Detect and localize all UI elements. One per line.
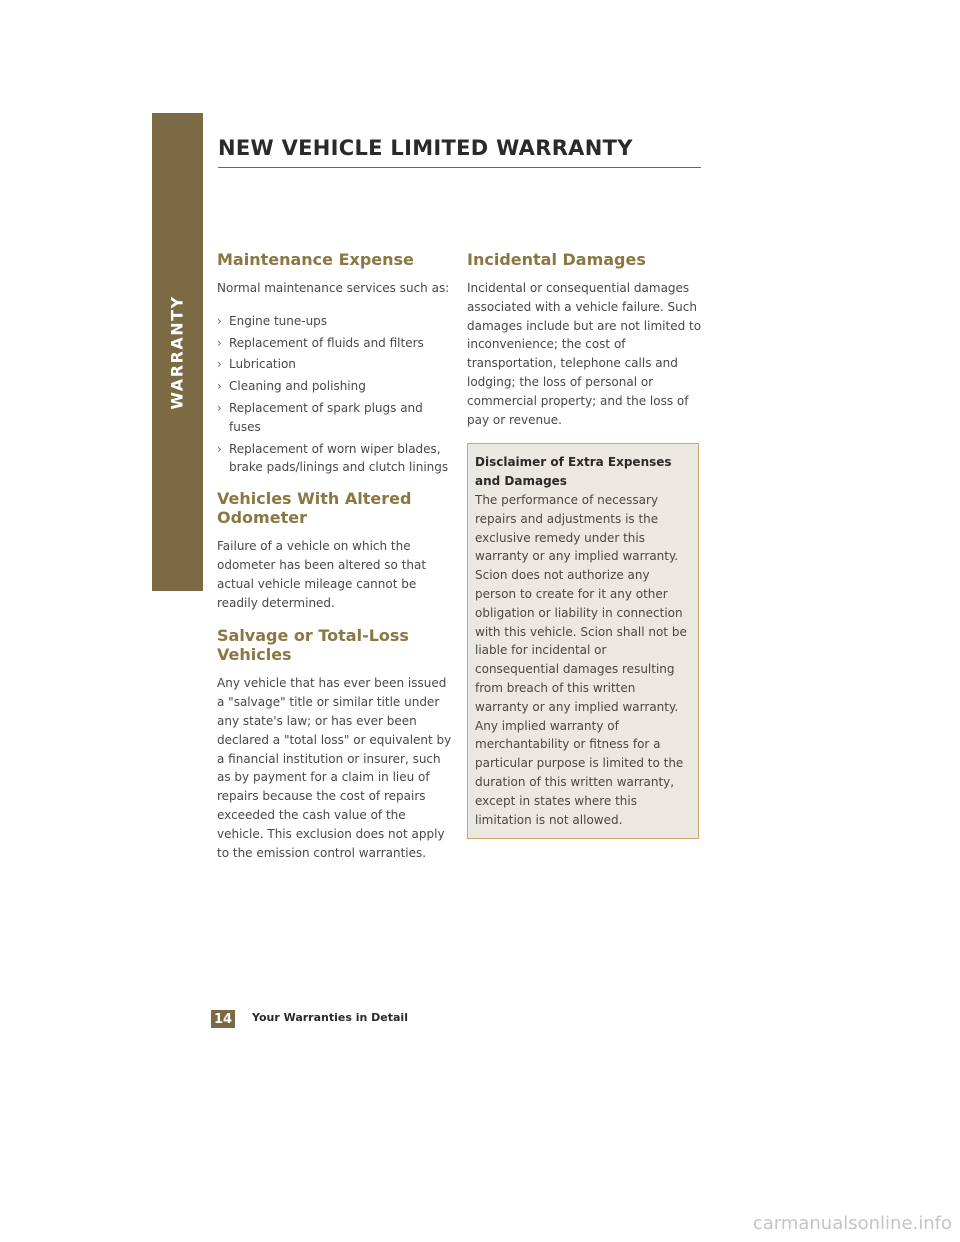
list-item-text: Lubrication	[229, 357, 296, 372]
page-title: NEW VEHICLE LIMITED WARRANTY	[218, 136, 633, 160]
list-item-text: Replacement of spark plugs and fuses	[229, 400, 423, 434]
disclaimer-title: Disclaimer of Extra Expenses and Damages	[475, 455, 672, 489]
disclaimer-box	[467, 443, 699, 839]
title-divider	[218, 167, 701, 168]
odometer-heading: Vehicles With Altered Odometer	[217, 489, 412, 528]
side-tab	[152, 113, 203, 591]
chevron-right-icon: ›	[217, 400, 222, 415]
chevron-right-icon: ›	[217, 357, 222, 372]
disclaimer-text: The performance of necessary repairs and adjustments is the exclusive remedy under this warranty or any implied warranty. Scion does not authorize any person to create for it any other obligation or liability in connection with this vehicle. Scion shall not be liable for incidental or consequential damages resulting from breach of this written warranty or any implied warranty. Any implied warranty of merchantability or fitness for a particular purpose is limited to the duration of this written warranty, except in states where this limitation is not allowed.	[475, 492, 687, 827]
footer-label: Your Warranties in Detail	[252, 1011, 408, 1024]
odometer-section	[217, 489, 452, 612]
list-item	[217, 399, 452, 437]
incidental-heading: Incidental Damages	[467, 250, 646, 269]
salvage-section	[217, 626, 452, 862]
chevron-right-icon: ›	[217, 335, 222, 350]
maintenance-section	[217, 250, 452, 477]
side-tab-label-wrapper	[152, 113, 203, 591]
chevron-right-icon: ›	[217, 313, 222, 328]
chevron-right-icon: ›	[217, 379, 222, 394]
list-item	[217, 334, 452, 353]
salvage-text: Any vehicle that has ever been issued a "salvage" title or similar title under any state's law; or has ever been declared a "total loss" or equivalent by a financial institution or insurer, such as by payment for a claim in lieu of repairs because the cost of repairs exceeded the cash value of the vehicle. This exclusion does not apply to the emission control warranties.	[217, 676, 452, 860]
list-item	[217, 312, 452, 331]
list-item-text: Engine tune-ups	[229, 313, 328, 328]
list-item	[217, 440, 452, 478]
right-column	[467, 250, 702, 839]
list-item	[217, 377, 452, 396]
watermark: carmanualsonline.info	[752, 1213, 952, 1234]
salvage-heading: Salvage or Total-Loss Vehicles	[217, 626, 409, 665]
incidental-text: Incidental or consequential damages associated with a vehicle failure. Such damages include but are not limited to inconvenience; the cost of transportation, telephone calls and lodging; the loss of personal or commercial property; and the loss of pay or revenue.	[467, 281, 702, 427]
list-item	[217, 355, 452, 374]
maintenance-heading: Maintenance Expense	[217, 250, 414, 269]
left-column	[217, 250, 452, 876]
page-number-badge: 14	[211, 1010, 235, 1028]
odometer-text: Failure of a vehicle on which the odometer has been altered so that actual vehicle mileage cannot be readily determined.	[217, 539, 427, 610]
list-item-text: Cleaning and polishing	[229, 379, 366, 394]
incidental-section	[467, 250, 702, 429]
chevron-right-icon: ›	[217, 441, 222, 456]
maintenance-list	[217, 312, 452, 477]
list-item-text: Replacement of fluids and filters	[229, 335, 424, 350]
list-item-text: Replacement of worn wiper blades, brake pads/linings and clutch linings	[229, 441, 449, 475]
maintenance-intro: Normal maintenance services such as:	[217, 281, 450, 295]
side-tab-label: WARRANTY	[168, 294, 188, 410]
